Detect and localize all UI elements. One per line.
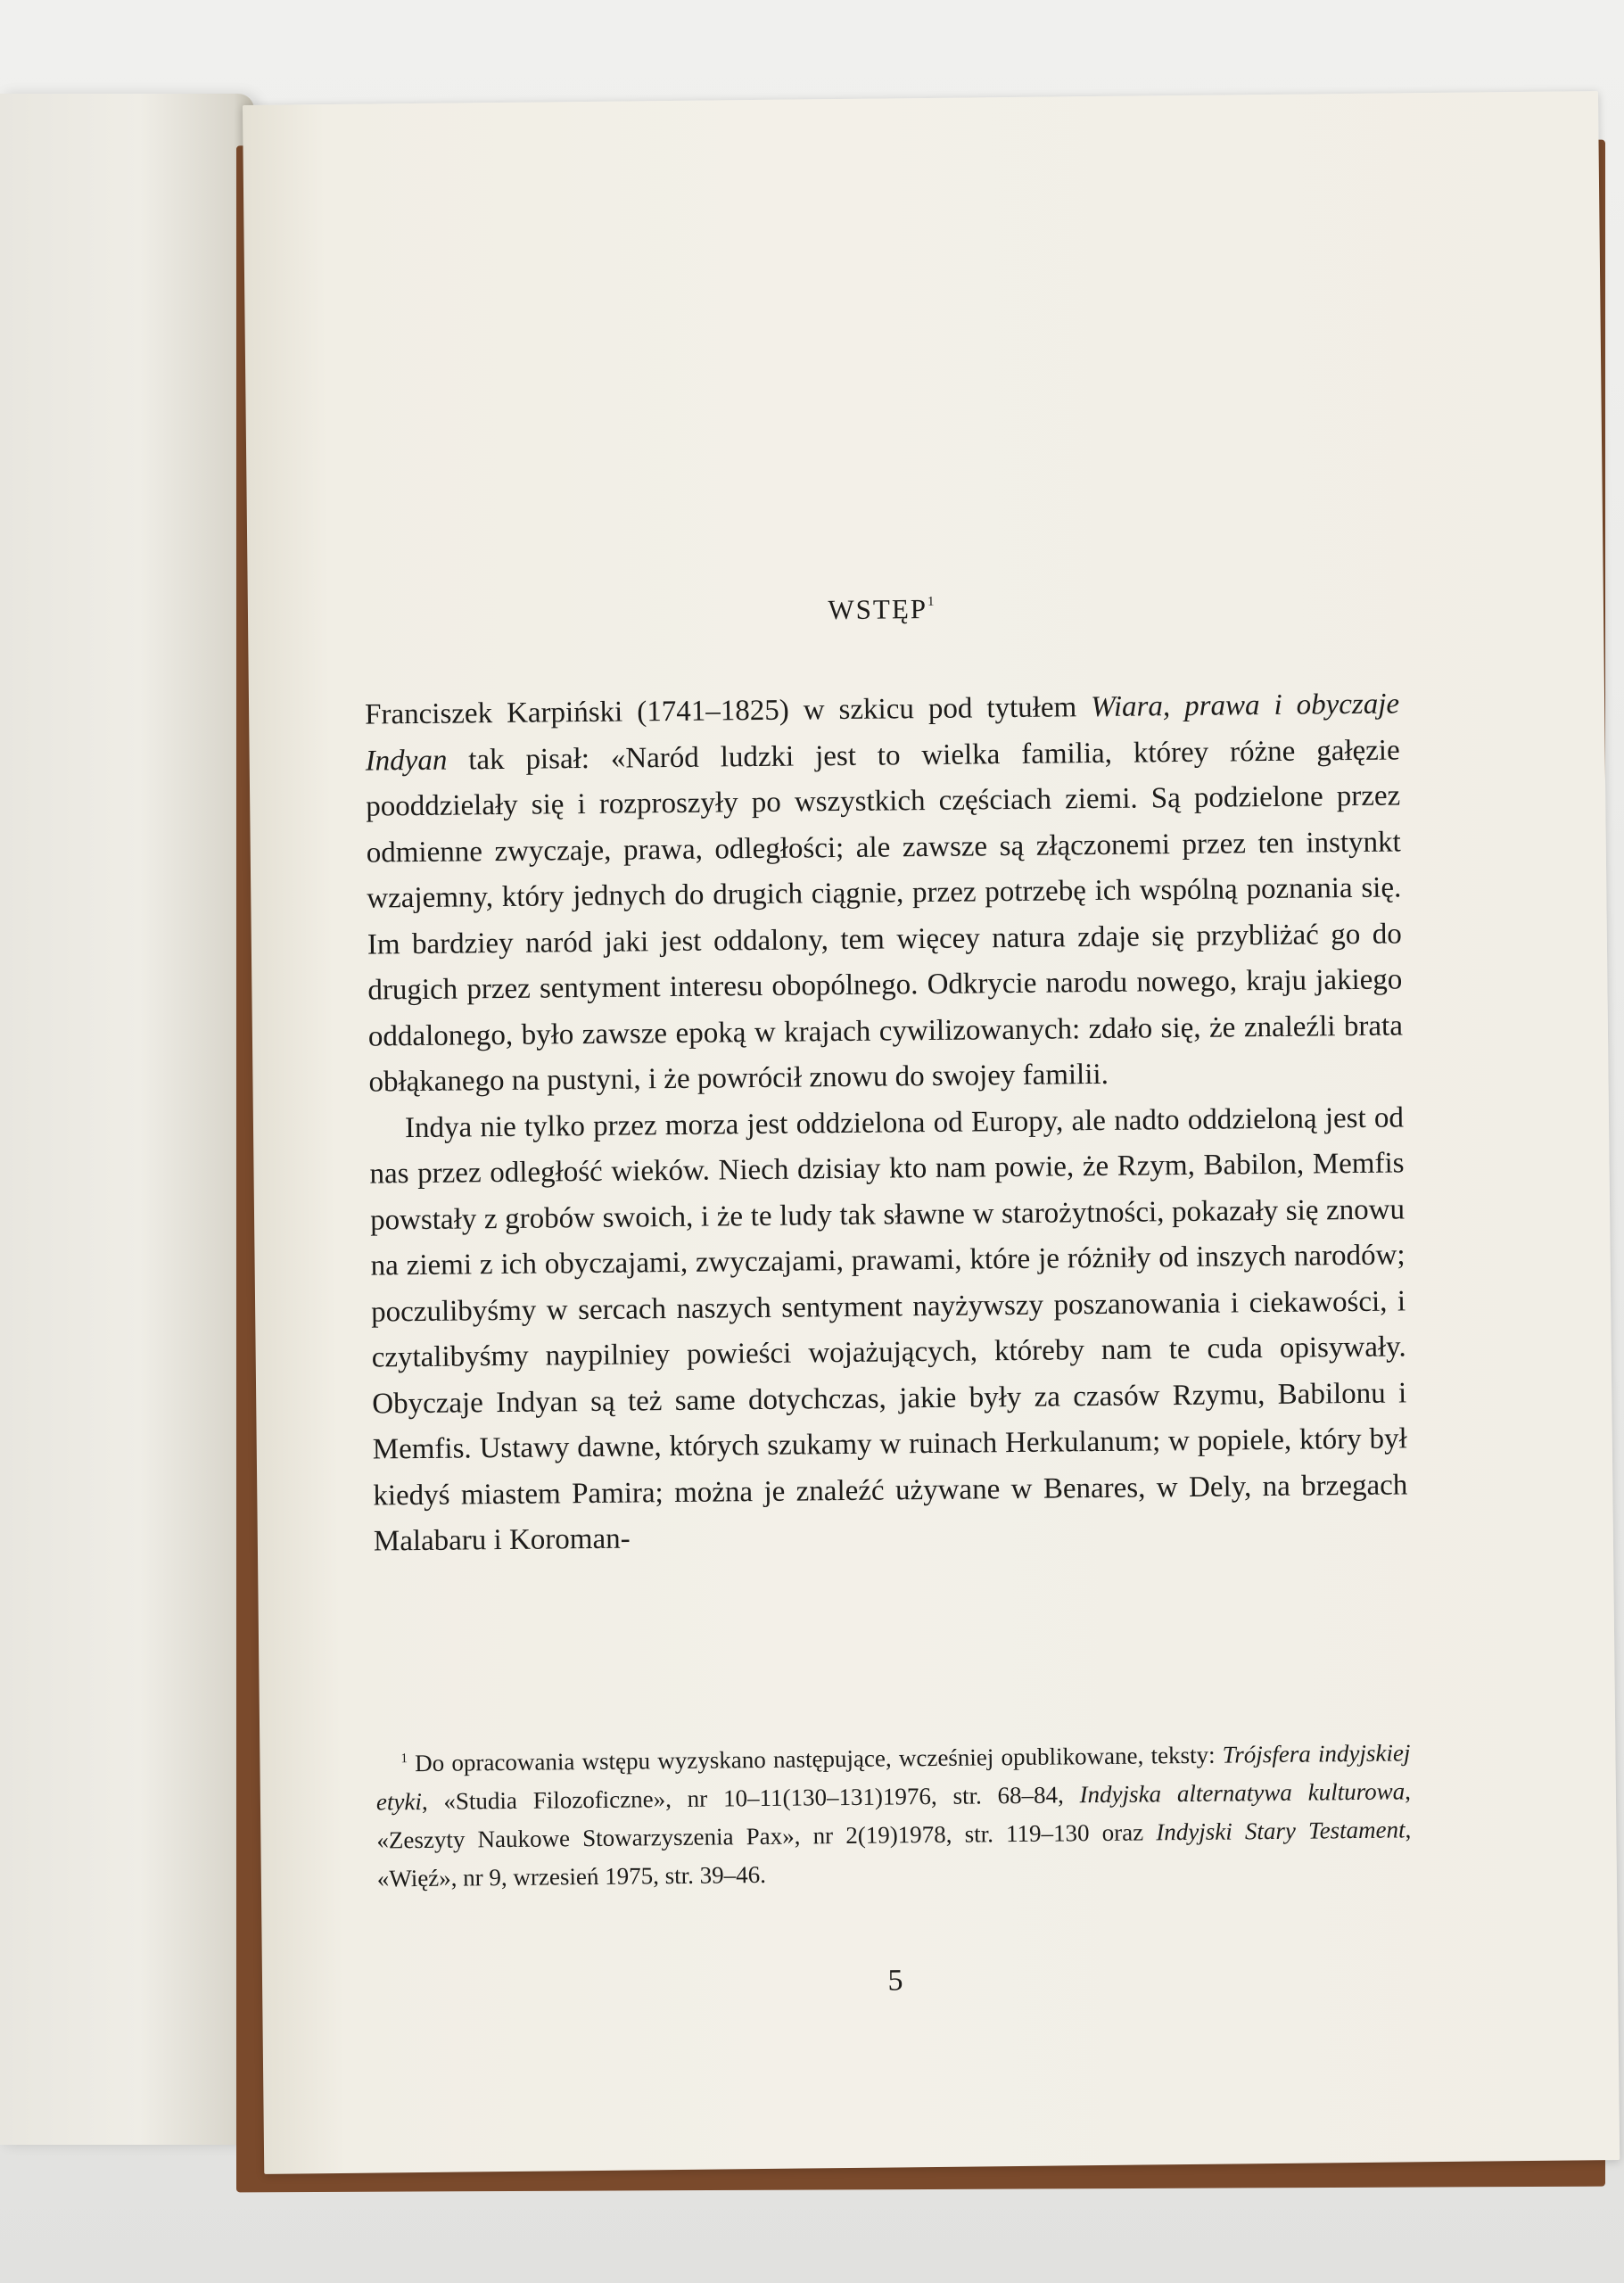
footnote-mark: 1 xyxy=(400,1751,408,1767)
left-page xyxy=(0,94,254,2145)
paragraph-1-start: Franciszek Karpiński (1741–1825) w szkicu pod tytułem xyxy=(364,691,1092,731)
paragraph-1-work-title: Wiara, prawa i obyczaje Indyan xyxy=(365,688,1400,778)
book-page xyxy=(243,91,1620,2174)
paragraph-1-rest: tak pisał: «Naród ludzki jest to wielka familia, którey różne gałęzie pooddzielały się i rozproszyły po wszystkich częściach ziemi. Są podzielone przez odmienne zwyczaje, prawa, odległości; ale zawsze są złączonemi przez ten instynkt wzajemny, który jednych do drugich ciągnie, przez potrzebę ich wspólną poznania się. Im bardziey naród jaki jest oddalony, tem więcey natura zdaje się przybliżać go do drugich przez sentyment interesu obopólnego. Odkrycie narodu nowego, kraju jakiego oddalonego, było zawsze epoką w krajach cywilizowanych: zdało się, że znaleźli brata obłąkanego na pustyni, i że powrócił znowu do swojey familii. xyxy=(366,733,1404,1099)
chapter-title-text: WSTĘP xyxy=(828,592,928,626)
paragraph-2: Indya nie tylko przez morza jest oddzielona od Europy, ale nadto oddzieloną jest od nas przez odległość wieków. Niech dzisiay kto nam powie, że Rzym, Babilon, Memfis powstały z grobów swoich, i że te ludy tak sławne w starożytności, pokazały się znowu na ziemi z ich obyczajami, zwyczajami, prawami, które je różniły od inszych narodów; poczulibyśmy w sercach naszych sentyment nayżywszy poszanowania i ciekawości, i czytalibyśmy naypilniey powieści wojażujących, któreby nam te cuda opisywały. Obyczaje Indyan są też same dotychczas, jakie były za czasów Rzymu, Babilonu i Memfis. Ustawy dawne, których szukamy w ruinach Herkulanum; w popiele, który był kiedyś miastem Pamira; można je znaleźć używane w Benares, w Dely, na brzegach Malabaru i Koroman- xyxy=(369,1100,1408,1558)
footnote-work-1: Trójsfera indyjskiej etyki xyxy=(375,1739,1411,1816)
footnote-text-3: , «Zeszyty Naukowe Stowarzyszenia Pax», nr 2(19)1978, str. 119–130 oraz xyxy=(376,1777,1412,1854)
footnote xyxy=(375,1729,1412,1898)
page-number: 5 xyxy=(887,1964,903,1998)
footnote-text-4: , «Więź», nr 9, wrzesień 1975, str. 39–46. xyxy=(376,1816,1412,1892)
footnote-text-1: Do opracowania wstępu wyzyskano następujące, wcześniej opublikowane, teksty: xyxy=(415,1741,1223,1777)
chapter-footnote-mark: 1 xyxy=(927,594,935,609)
chapter-title xyxy=(364,588,1398,631)
body-text xyxy=(365,681,1408,1565)
footnote-work-2: Indyjska alternatywa kulturowa xyxy=(1079,1777,1406,1809)
footnote-text-2: , «Studia Filozoficzne», nr 10–11(130–131)1976, str. 68–84, xyxy=(421,1781,1080,1815)
footnote-work-3: Indyjski Stary Testament xyxy=(1156,1816,1406,1846)
paragraph-1 xyxy=(365,681,1404,1106)
